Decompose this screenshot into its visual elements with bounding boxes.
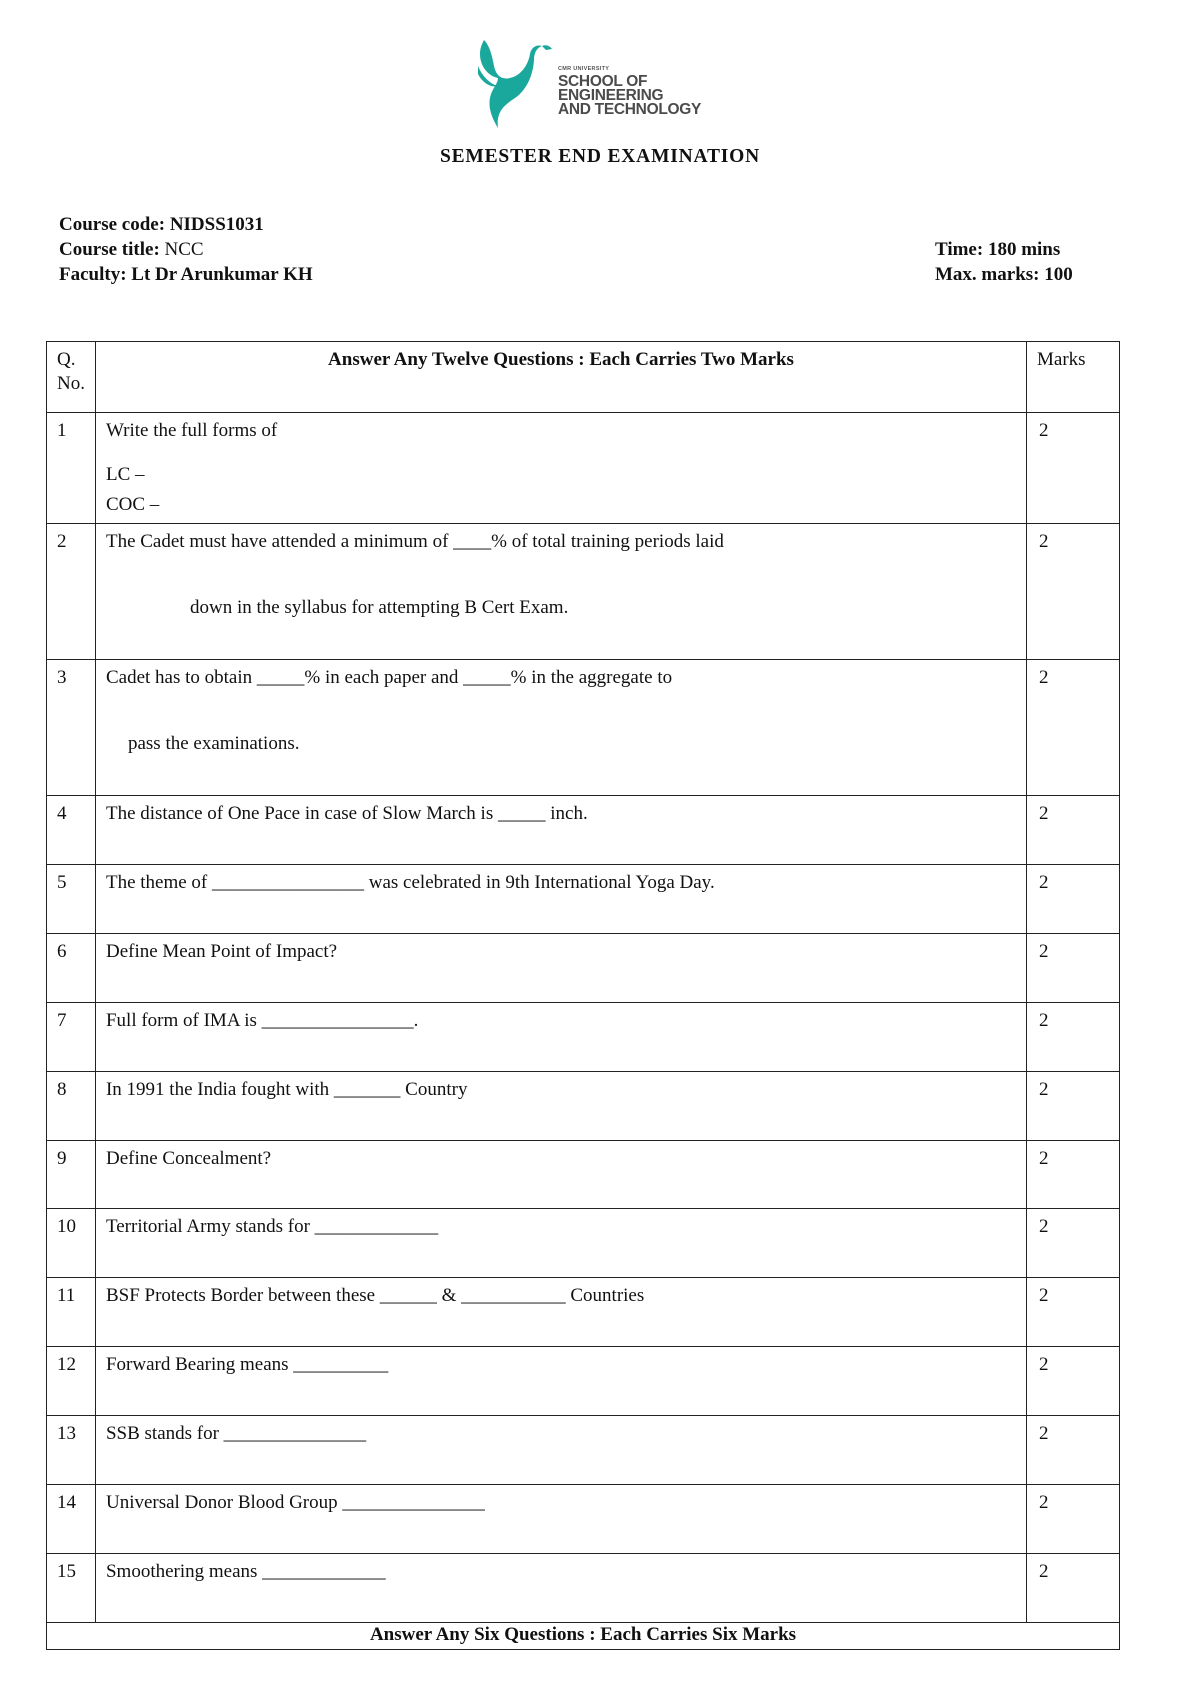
question-marks: 2	[1027, 1554, 1120, 1623]
question-text: The distance of One Pace in case of Slow March is _____ inch.	[95, 796, 1026, 865]
question-number: 7	[47, 1003, 96, 1072]
course-info-left	[59, 212, 313, 287]
table-row	[47, 1554, 1120, 1623]
question-text: Forward Bearing means __________	[95, 1347, 1026, 1416]
question-text: Define Concealment?	[95, 1141, 1026, 1209]
logo-university-name: CMR UNIVERSITY	[558, 66, 610, 72]
logo-line-1: SCHOOL OF	[558, 73, 648, 90]
table-row	[47, 413, 1120, 524]
question-text: Smoothering means _____________	[95, 1554, 1026, 1623]
faculty-value: Lt Dr Arunkumar KH	[131, 264, 313, 285]
question-marks: 2	[1027, 1416, 1120, 1485]
question-text: Full form of IMA is ________________.	[95, 1003, 1026, 1072]
question-number: 15	[47, 1554, 96, 1623]
marks-header: Marks	[1027, 342, 1120, 413]
section-header-row	[47, 1623, 1120, 1650]
course-title-row	[59, 237, 313, 262]
time-row	[935, 237, 1073, 262]
university-logo	[476, 36, 746, 132]
question-marks: 2	[1027, 1485, 1120, 1554]
question-text: Universal Donor Blood Group _______________	[95, 1485, 1026, 1554]
question-text: The Cadet must have attended a minimum of ____% of total training periods laid	[105, 531, 724, 552]
question-marks: 2	[1027, 1003, 1120, 1072]
question-text: Write the full forms of	[105, 420, 278, 441]
logo-line-3: AND TECHNOLOGY	[558, 101, 702, 118]
table-row	[47, 1416, 1120, 1485]
question-number: 1	[47, 413, 96, 524]
question-text: Define Mean Point of Impact?	[95, 934, 1026, 1003]
swan-logo-icon	[476, 36, 558, 132]
question-number: 12	[47, 1347, 96, 1416]
table-row	[47, 1347, 1120, 1416]
question-number: 4	[47, 796, 96, 865]
question-text-cell	[95, 524, 1026, 660]
table-row	[47, 660, 1120, 796]
faculty-label: Faculty:	[59, 264, 127, 285]
question-marks: 2	[1027, 660, 1120, 796]
course-code-label: Course code:	[59, 214, 166, 235]
time-label: Time:	[935, 239, 984, 260]
instruction-header: Answer Any Twelve Questions : Each Carries Two Marks	[95, 342, 1026, 413]
course-code-value: NIDSS1031	[169, 214, 264, 235]
section-two-instruction: Answer Any Six Questions : Each Carries Six Marks	[47, 1623, 1120, 1650]
course-title-value: NCC	[164, 239, 204, 260]
course-title-label: Course title:	[59, 239, 160, 260]
question-marks: 2	[1027, 934, 1120, 1003]
course-info-right	[935, 237, 1073, 287]
table-row	[47, 1141, 1120, 1209]
question-text-cell	[95, 660, 1026, 796]
question-marks: 2	[1027, 1347, 1120, 1416]
faculty-row	[59, 262, 313, 287]
question-subitem: COC –	[105, 494, 160, 515]
table-row	[47, 1209, 1120, 1278]
course-code-row	[59, 212, 313, 237]
question-number: 2	[47, 524, 96, 660]
question-marks: 2	[1027, 796, 1120, 865]
question-number: 8	[47, 1072, 96, 1141]
question-marks: 2	[1027, 524, 1120, 660]
question-text-cell	[95, 413, 1026, 524]
qno-header: Q. No.	[47, 342, 96, 413]
question-number: 3	[47, 660, 96, 796]
logo-line-2: ENGINEERING	[558, 87, 664, 104]
question-number: 10	[47, 1209, 96, 1278]
table-header-row	[47, 342, 1120, 413]
table-row	[47, 796, 1120, 865]
table-row	[47, 934, 1120, 1003]
question-marks: 2	[1027, 1072, 1120, 1141]
table-row	[47, 524, 1120, 660]
question-subitem: LC –	[105, 464, 145, 485]
question-marks: 2	[1027, 1209, 1120, 1278]
question-marks: 2	[1027, 1141, 1120, 1209]
question-number: 11	[47, 1278, 96, 1347]
question-number: 5	[47, 865, 96, 934]
question-text: Cadet has to obtain _____% in each paper and _____% in the aggregate to	[105, 667, 673, 688]
question-marks: 2	[1027, 413, 1120, 524]
max-marks-label: Max. marks:	[935, 264, 1040, 285]
question-table	[46, 341, 1120, 1650]
max-marks-value: 100	[1044, 264, 1073, 285]
question-number: 13	[47, 1416, 96, 1485]
table-row	[47, 1485, 1120, 1554]
question-marks: 2	[1027, 865, 1120, 934]
question-text: Territorial Army stands for _____________	[95, 1209, 1026, 1278]
question-number: 14	[47, 1485, 96, 1554]
exam-title: SEMESTER END EXAMINATION	[439, 146, 761, 167]
question-text-continued: pass the examinations.	[127, 733, 300, 754]
question-text: SSB stands for _______________	[95, 1416, 1026, 1485]
time-value: 180 mins	[987, 239, 1061, 260]
question-text: In 1991 the India fought with _______ Country	[95, 1072, 1026, 1141]
question-text: BSF Protects Border between these ______ & ___________ Countries	[95, 1278, 1026, 1347]
question-marks: 2	[1027, 1278, 1120, 1347]
question-number: 9	[47, 1141, 96, 1209]
question-text: The theme of ________________ was celebrated in 9th International Yoga Day.	[95, 865, 1026, 934]
table-row	[47, 1278, 1120, 1347]
table-row	[47, 865, 1120, 934]
table-row	[47, 1072, 1120, 1141]
question-text-continued: down in the syllabus for attempting B Cert Exam.	[189, 597, 569, 618]
question-number: 6	[47, 934, 96, 1003]
table-row	[47, 1003, 1120, 1072]
max-marks-row	[935, 262, 1073, 287]
